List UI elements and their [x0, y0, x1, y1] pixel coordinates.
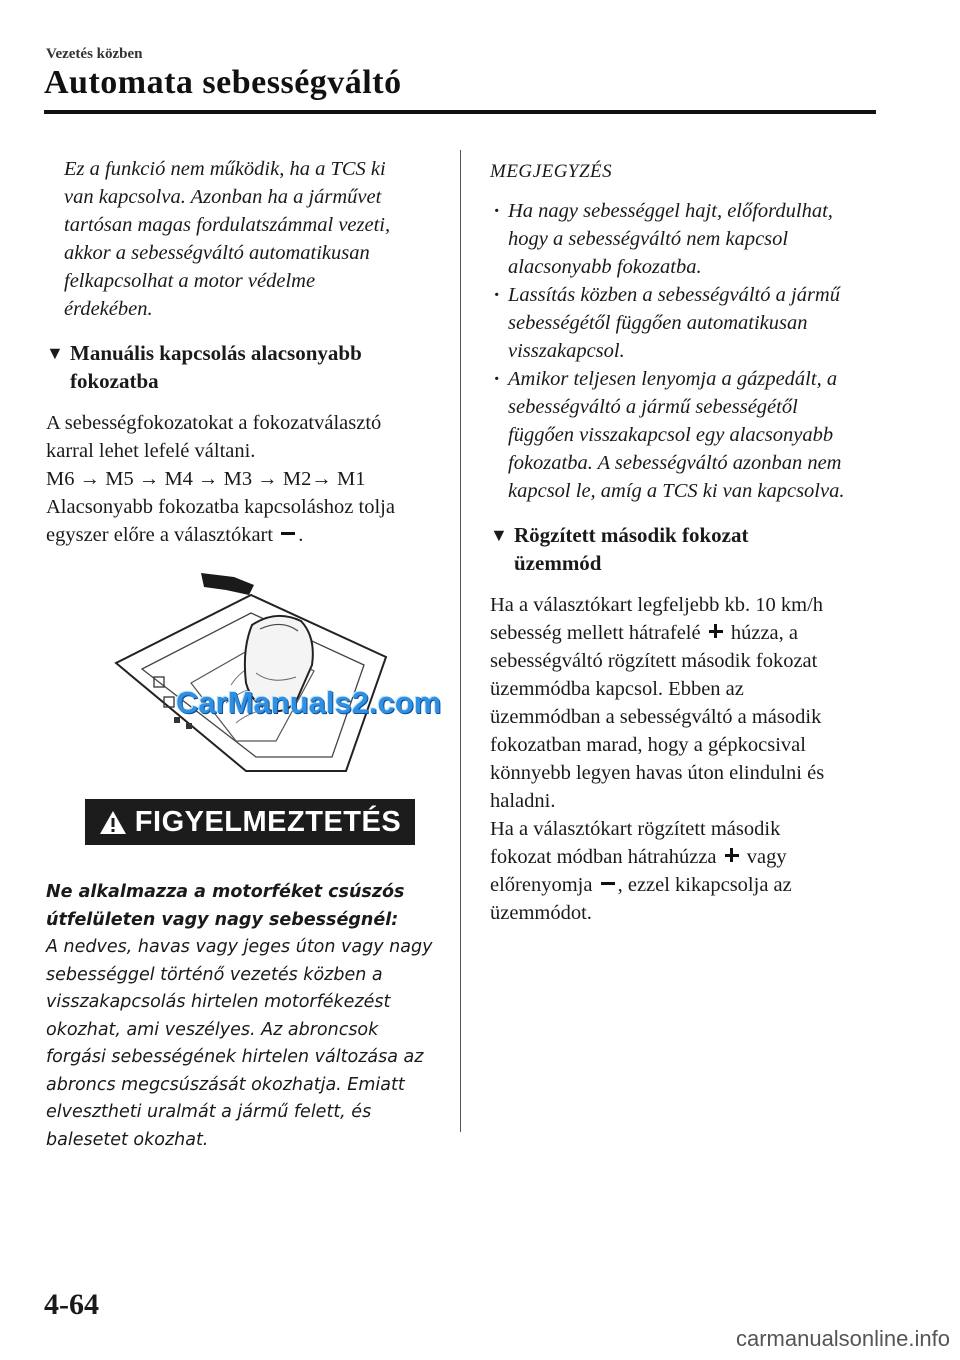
body-line: üzemmódba kapcsol. Ebben az: [490, 678, 744, 700]
header-rule: [44, 110, 876, 114]
intro-line: Ez a funkció nem működik, ha a TCS ki: [64, 158, 386, 180]
note-item: · Lassítás közben a sebességváltó a jármű sebességétől függően automatikusan visszakapcsol.: [490, 281, 890, 365]
warning-line: balesetet okozhat.: [46, 1129, 209, 1150]
warning-line: okozhat, ami veszélyes. Az abroncsok: [46, 1019, 379, 1040]
body-line: előrenyomja , ezzel kikapcsolja az: [490, 874, 792, 896]
warning-bold-text: [46, 879, 440, 934]
body-line: fokozat módban hátrahúzza vagy: [490, 846, 787, 868]
watermark: CarManuals2.com: [176, 685, 442, 720]
note-list: [490, 197, 890, 505]
body-line: sebességváltó rögzített második fokozat: [490, 650, 818, 672]
minus-icon: [601, 882, 615, 885]
intro-italic-block: [46, 155, 440, 323]
body-line: fokozatban marad, hogy a gépkocsival: [490, 734, 806, 756]
forward-arrow-icon: [201, 573, 254, 595]
page-title: Automata sebességváltó: [44, 64, 402, 101]
gear-selector-figure: [46, 565, 440, 775]
body-line: üzemmódot.: [490, 902, 592, 924]
section-label: Vezetés közben: [46, 46, 143, 62]
body-line: Ha a választókart rögzített második: [490, 818, 781, 840]
intro-line: akkor a sebességváltó automatikusan: [64, 242, 370, 264]
warning-line: sebességgel történő vezetés közben a: [46, 964, 383, 985]
body-line: sebesség mellett hátrafelé húzza, a: [490, 622, 799, 644]
down-triangle-icon: ▼: [46, 343, 64, 363]
intro-line: van kapcsolva. Azonban ha a járművet: [64, 186, 382, 208]
warning-triangle-icon: [99, 810, 127, 835]
warning-bold-line: útfelületen vagy nagy sebességnél:: [46, 909, 399, 930]
body-line: haladni.: [490, 790, 556, 812]
warning-line: A nedves, havas vagy jeges úton vagy nagy: [46, 937, 433, 957]
column-divider: [460, 150, 461, 1132]
body-line: üzemmódban a sebességváltó a második: [490, 706, 822, 728]
intro-line: érdekében.: [64, 298, 153, 320]
subheading-line: Rögzített második fokozat: [514, 523, 749, 547]
page-number: 4-64: [44, 1288, 99, 1321]
right-column: [490, 155, 890, 927]
gear-selector-illustration: [46, 565, 440, 775]
subheading-line: üzemmód: [514, 551, 602, 575]
minus-icon: [281, 532, 295, 535]
body-line: Ha a választókart legfeljebb kb. 10 km/h: [490, 594, 824, 616]
warning-banner: [85, 799, 415, 845]
intro-line: felkapcsolhat a motor védelme: [64, 270, 316, 292]
body-line: A sebességfokozatokat a fokozatválasztó: [46, 412, 382, 434]
left-column: [46, 155, 440, 1154]
body-line: karral lehet lefelé váltani.: [46, 440, 256, 462]
warning-bold-line: Ne alkalmazza a motorféket csúszós: [46, 882, 405, 902]
subheading-line: Manuális kapcsolás alacsonyabb: [70, 341, 362, 365]
note-heading: MEGJEGYZÉS: [490, 161, 613, 182]
warning-line: abroncs megcsúszását okozhatja. Emiatt: [46, 1074, 405, 1095]
plus-icon: [725, 848, 739, 862]
footer-site: carmanualsonline.info: [735, 1326, 950, 1351]
warning-body-text: [46, 934, 440, 1154]
warning-line: elvesztheti uralmát a jármű felett, és: [46, 1102, 372, 1122]
warning-line: visszakapcsolás hirtelen motorfékezést: [46, 992, 391, 1012]
body-line: könnyebb legyen havas úton elindulni és: [490, 762, 825, 784]
plus-icon: [709, 624, 723, 638]
subheading-manual-downshift: [46, 339, 440, 395]
body-line: Alacsonyabb fokozatba kapcsoláshoz tolja: [46, 496, 395, 518]
note-item: · Ha nagy sebességgel hajt, előfordulhat, hogy a sebességváltó nem kapcsol alacsonyabb fokozatba.: [490, 197, 890, 281]
warning-line: forgási sebességének hirtelen változása az: [46, 1047, 424, 1067]
body-line: egyszer előre a választókart .: [46, 524, 304, 546]
note-item: · Amikor teljesen lenyomja a gázpedált, a sebességváltó a jármű sebességétől függően visszakapcsol egy alacsonyabb fokozatba. A sebességváltó azonban nem kapcsol le, amíg a TCS ki van kapcsolva.: [490, 365, 890, 505]
warning-label: FIGYELMEZTETÉS: [134, 805, 402, 838]
subheading-line: fokozatba: [70, 369, 159, 393]
down-triangle-icon: ▼: [490, 525, 508, 545]
intro-line: tartósan magas fordulatszámmal vezeti,: [64, 214, 391, 236]
gear-sequence: M6 → M5 → M4 → M3 → M2→ M1: [46, 468, 366, 490]
subheading-fixed-second-gear: [490, 521, 890, 577]
